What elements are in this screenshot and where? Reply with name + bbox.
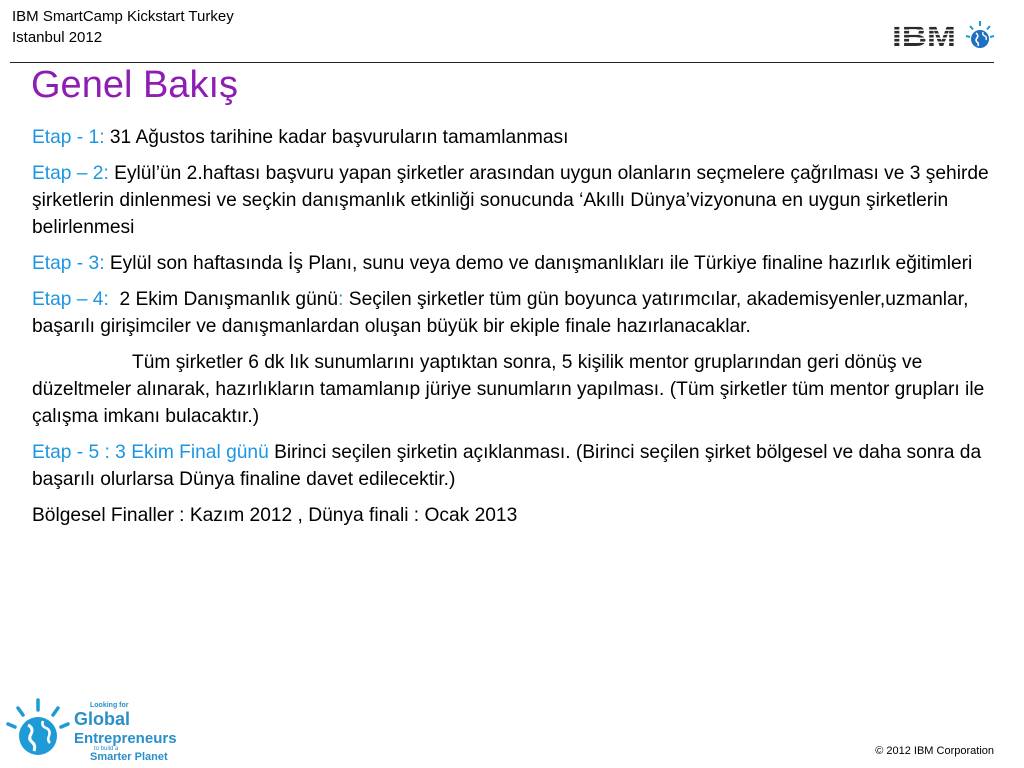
stage-5-label: Etap - 5 : 3 Ekim Final günü [32, 442, 269, 463]
globe-icon [8, 700, 68, 755]
stage-5-text: Birinci seçilen şirketin açıklanması. (Birinci seçilen şirket bölgesel ve daha sonra da başarılı olurlarsa Dünya finaline davet edilecektir.) [32, 442, 982, 490]
slide-content [32, 124, 992, 538]
stage-1-text: 31 Ağustos tarihine kadar başvuruların tamamlanması [104, 127, 569, 148]
copyright-notice: © 2012 IBM Corporation [875, 745, 994, 757]
logo-global: Global [74, 709, 131, 729]
logo-to-build-a: to build a [94, 746, 119, 752]
stage-4-paragraph [32, 286, 992, 340]
stage-4-followup-text: Tüm şirketler 6 dk lık sunumlarını yaptıktan sonra, 5 kişilik mentor gruplarından geri dönüş ve düzeltmeler alınarak, hazırlıkların tamamlanıp jüriye sunumların yapılması. (Tüm şirketler tüm mentor grupları ile çalışma imkanı bulacaktır.) [32, 352, 985, 427]
stage-2-paragraph [32, 160, 992, 241]
header-divider [10, 62, 994, 63]
stage-4-colon: : [338, 289, 344, 310]
stage-4-followup-paragraph [32, 349, 992, 430]
stage-4-text: Seçilen şirketler tüm gün boyunca yatırımcılar, akademisyenler,uzmanlar, başarılı girişimciler ve danışmanlardan oluşan büyük bir ekiple finale hazırlanacaklar. [32, 289, 969, 337]
stage-2-label: Etap – 2: [32, 163, 109, 184]
stage-2-text: Eylül’ün 2.haftası başvuru yapan şirketler arasından uygun olanların seçmelere çağrılması ve 3 şehirde şirketlerin dinlenmesi ve seçkin danışmanlık etkinliği sonucunda ‘Akıllı Dünya’vizyonuna en uygun şirketlerin belirlenmesi [32, 163, 989, 238]
stage-1-paragraph [32, 124, 992, 151]
logo-looking-for: Looking for [90, 702, 129, 709]
header-event-name: IBM SmartCamp Kickstart Turkey [12, 8, 234, 25]
slide-title: Genel Bakış [31, 64, 238, 106]
finals-paragraph: Bölgesel Finaller : Kazım 2012 , Dünya finali : Ocak 2013 [32, 505, 518, 526]
stage-3-text: Eylül son haftasında İş Planı, sunu veya demo ve danışmanlıkları ile Türkiye finaline hazırlık eğitimleri [104, 253, 973, 274]
smarter-planet-globe-icon [966, 21, 994, 48]
global-entrepreneurs-logo [4, 698, 224, 764]
ibm-wordmark [892, 18, 962, 50]
stage-5-paragraph [32, 439, 992, 493]
stage-4-text-date: 2 Ekim Danışmanlık günü [108, 289, 339, 310]
stage-1-label: Etap - 1: [32, 127, 105, 148]
logo-smarter-planet: Smarter Planet [90, 751, 168, 763]
stage-4-label: Etap – 4: [32, 289, 109, 310]
stage-3-paragraph [32, 250, 992, 277]
stage-3-label: Etap - 3: [32, 253, 105, 274]
logo-entrepreneurs: Entrepreneurs [74, 730, 177, 747]
header-text [12, 6, 234, 48]
ibm-logo [892, 18, 996, 56]
header-location-year: Istanbul 2012 [12, 29, 103, 46]
